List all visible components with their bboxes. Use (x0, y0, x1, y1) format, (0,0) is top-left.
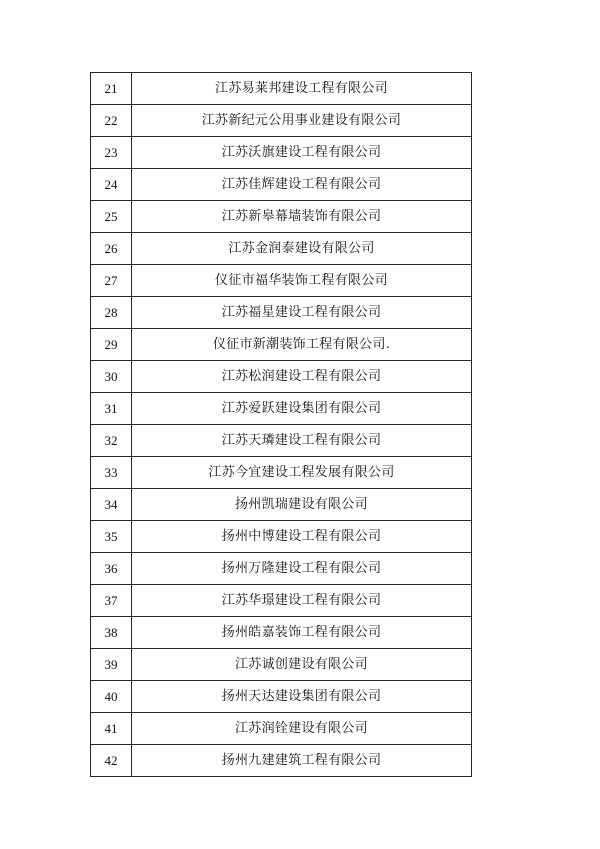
table-row (91, 169, 472, 201)
row-number: 36 (91, 553, 132, 585)
row-number: 29 (91, 329, 132, 361)
table-row (91, 105, 472, 137)
company-name: 仪征市福华装饰工程有限公司 (132, 265, 472, 297)
table-row (91, 297, 472, 329)
company-list-body (91, 73, 472, 777)
company-name: 扬州皓嘉装饰工程有限公司 (132, 617, 472, 649)
row-number: 32 (91, 425, 132, 457)
company-name: 扬州天达建设集团有限公司 (132, 681, 472, 713)
row-number: 38 (91, 617, 132, 649)
table-row (91, 265, 472, 297)
table-row (91, 361, 472, 393)
company-name: 仪征市新潮装饰工程有限公司. (132, 329, 472, 361)
row-number: 37 (91, 585, 132, 617)
company-name: 江苏新皋幕墙装饰有限公司 (132, 201, 472, 233)
row-number: 22 (91, 105, 132, 137)
row-number: 33 (91, 457, 132, 489)
row-number: 23 (91, 137, 132, 169)
table-row (91, 233, 472, 265)
company-name: 江苏福星建设工程有限公司 (132, 297, 472, 329)
table-row (91, 137, 472, 169)
table-row (91, 617, 472, 649)
row-number: 26 (91, 233, 132, 265)
table-row (91, 553, 472, 585)
row-number: 30 (91, 361, 132, 393)
company-name: 江苏松润建设工程有限公司 (132, 361, 472, 393)
company-name: 江苏爱跃建设集团有限公司 (132, 393, 472, 425)
row-number: 35 (91, 521, 132, 553)
table-row (91, 457, 472, 489)
company-name: 江苏佳辉建设工程有限公司 (132, 169, 472, 201)
row-number: 27 (91, 265, 132, 297)
row-number: 40 (91, 681, 132, 713)
company-name: 江苏金润泰建设有限公司 (132, 233, 472, 265)
company-name: 扬州凯瑞建设有限公司 (132, 489, 472, 521)
table-row (91, 681, 472, 713)
table-row (91, 745, 472, 777)
company-name: 江苏今宜建设工程发展有限公司 (132, 457, 472, 489)
company-name: 江苏润铨建设有限公司 (132, 713, 472, 745)
row-number: 24 (91, 169, 132, 201)
company-name: 江苏沃旗建设工程有限公司 (132, 137, 472, 169)
row-number: 34 (91, 489, 132, 521)
company-name: 扬州九建建筑工程有限公司 (132, 745, 472, 777)
company-name: 江苏易莱邦建设工程有限公司 (132, 73, 472, 105)
row-number: 42 (91, 745, 132, 777)
row-number: 25 (91, 201, 132, 233)
company-name: 扬州中博建设工程有限公司 (132, 521, 472, 553)
company-name: 江苏华璟建设工程有限公司 (132, 585, 472, 617)
table-row (91, 329, 472, 361)
company-name: 江苏诚创建设有限公司 (132, 649, 472, 681)
table-row (91, 393, 472, 425)
table-row (91, 649, 472, 681)
table-row (91, 425, 472, 457)
row-number: 28 (91, 297, 132, 329)
row-number: 39 (91, 649, 132, 681)
company-name: 江苏新纪元公用事业建设有限公司 (132, 105, 472, 137)
table-row (91, 585, 472, 617)
row-number: 21 (91, 73, 132, 105)
table-row (91, 73, 472, 105)
row-number: 31 (91, 393, 132, 425)
row-number: 41 (91, 713, 132, 745)
table-row (91, 489, 472, 521)
table-row (91, 521, 472, 553)
company-name: 扬州万隆建设工程有限公司 (132, 553, 472, 585)
company-name: 江苏天璘建设工程有限公司 (132, 425, 472, 457)
table-row (91, 201, 472, 233)
company-list-table (90, 72, 472, 777)
table-row (91, 713, 472, 745)
